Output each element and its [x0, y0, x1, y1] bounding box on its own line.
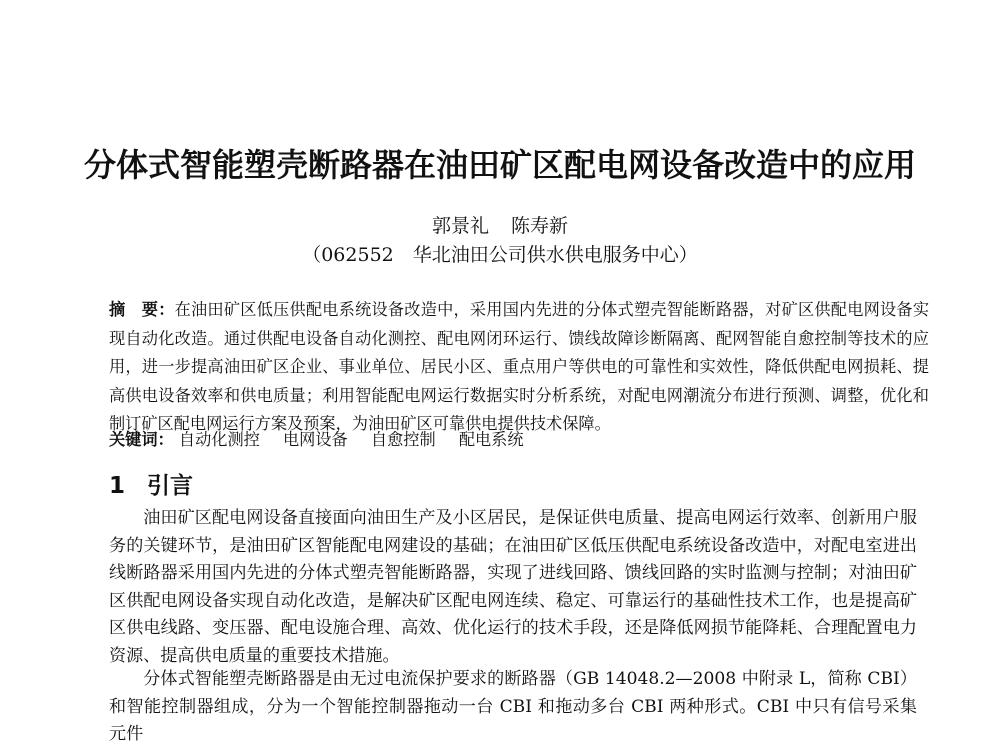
keywords: [109, 426, 929, 454]
affiliation: （062552 华北油田公司供水供电服务中心）: [302, 244, 698, 266]
abstract-text: 在油田矿区低压供配电系统设备改造中，采用国内先进的分体式塑壳智能断路器，对矿区供配电网设备实现自动化改造。通过供配电设备自动化测控、配电网闭环运行、馈线故障诊断隔离、配网智能自愈控制等技术的应用，进一步提高油田矿区企业、事业单位、居民小区、重点用户等供电的可靠性和实效性，降低供配电网损耗、提高供电设备效率和供电质量；利用智能配电网运行数据实时分析系统，对配电网潮流分布进行预测、调整，优化和制订矿区配电网运行方案及预案，为油田矿区可靠供电提供技术保障。: [109, 300, 930, 433]
section-number: 1: [109, 473, 126, 499]
author-line: [0, 211, 1000, 238]
keywords-label: 关键词：: [109, 430, 174, 449]
author-name: 陈寿新: [511, 215, 569, 237]
abstract: [109, 296, 929, 439]
author-name: 郭景礼: [431, 215, 489, 237]
paper-title: 分体式智能塑壳断路器在油田矿区配电网设备改造中的应用: [83, 146, 916, 184]
body-paragraph: 分体式智能塑壳断路器是由无过电流保护要求的断路器（GB 14048.2—2008 中附录 L，简称 CBI）和智能控制器组成，分为一个智能控制器拖动一台 CBI 和拖动多台 CBI 两种形式。CBI 中只有信号采集元件: [109, 669, 917, 744]
keyword: 配电系统: [458, 430, 524, 449]
body-paragraph: 油田矿区配电网设备直接面向油田生产及小区居民，是保证供电质量、提高电网运行效率、创新用户服务的关键环节，是油田矿区智能配电网建设的基础；在油田矿区低压供配电系统设备改造中，对配电室进出线断路器采用国内先进的分体式塑壳智能断路器，实现了进线回路、馈线回路的实时监测与控制；对油田矿区供配电网设备实现自动化改造，是解决矿区配电网连续、稳定、可靠运行的基础性技术工作，也是提高矿区供电线路、变压器、配电设施合理、高效、优化运行的技术手段，还是降低网损节能降耗、合理配置电力资源、提高供电质量的重要技术措施。: [109, 508, 917, 666]
keyword: 自动化测控: [178, 430, 260, 449]
keyword: 电网设备: [283, 430, 348, 449]
section-title: 引言: [147, 473, 194, 499]
keyword: 自愈控制: [370, 430, 436, 449]
section-heading: [109, 467, 193, 500]
abstract-label: 摘 要：: [109, 300, 175, 319]
